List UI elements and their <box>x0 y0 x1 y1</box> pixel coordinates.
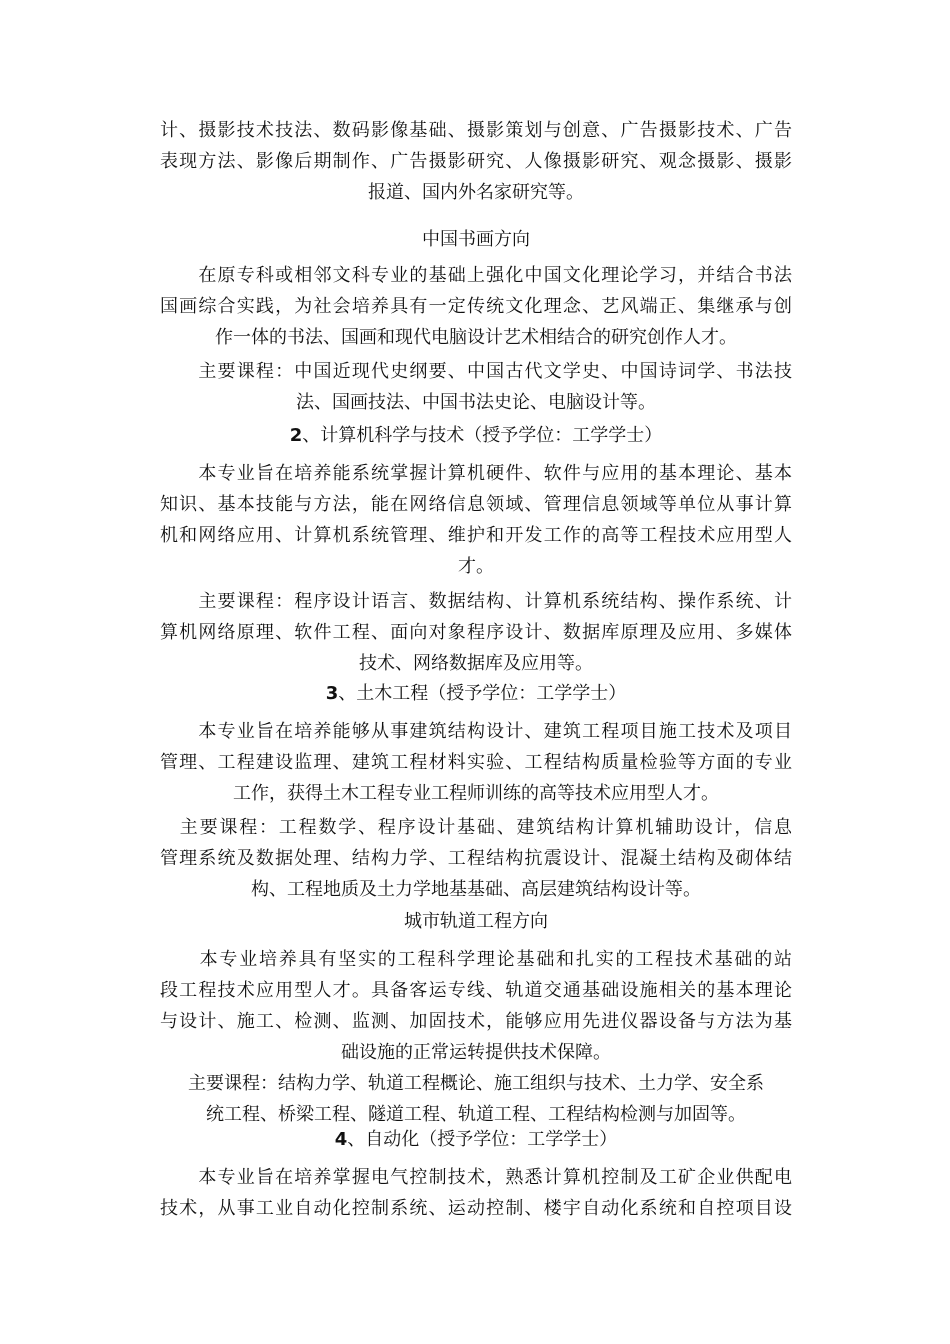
paragraph-civil-engineering-courses <box>160 812 792 905</box>
text-line: 知识、基本技能与方法，能在网络信息领域、管理信息领域等单位从事计算 <box>160 494 792 515</box>
paragraph-civil-engineering-intro <box>160 716 792 809</box>
section-title: 、土木工程（授予学位：工学学士） <box>338 683 627 704</box>
section-number: 3 <box>325 683 339 704</box>
text-line: 计、摄影技术技法、数码影像基础、摄影策划与创意、广告摄影技术、广告 <box>160 120 792 141</box>
paragraph-photography-courses <box>160 115 792 208</box>
text-line: 作一体的书法、国画和现代电脑设计艺术相结合的研究创作人才。 <box>215 327 737 348</box>
text-line: 构、工程地质及土力学地基基础、高层建筑结构设计等。 <box>251 879 701 900</box>
text-line: 主要课程：结构力学、轨道工程概论、施工组织与技术、土力学、安全系 <box>188 1073 764 1094</box>
text-line: 工作，获得土木工程专业工程师训练的高等技术应用型人才。 <box>233 783 719 804</box>
paragraph-computer-science-intro <box>160 458 792 582</box>
paragraph-chinese-painting-intro <box>160 260 792 353</box>
text-line: 机和网络应用、计算机系统管理、维护和开发工作的高等工程技术应用型人 <box>160 525 792 546</box>
paragraph-chinese-painting-courses <box>160 356 792 418</box>
paragraph-computer-science-courses <box>160 586 792 679</box>
text-line: 主要课程：中国近现代史纲要、中国古代文学史、中国诗词学、书法技 <box>160 361 792 382</box>
section-number: 2 <box>289 425 303 446</box>
text-line: 主要课程：程序设计语言、数据结构、计算机系统结构、操作系统、计 <box>160 591 792 612</box>
text-line: 与设计、施工、检测、监测、加固技术，能够应用先进仪器设备与方法为基 <box>160 1011 792 1032</box>
text-line: 算机网络原理、软件工程、面向对象程序设计、数据库原理及应用、多媒体 <box>160 622 792 643</box>
section-number: 4 <box>334 1129 348 1150</box>
text-line: 在原专科或相邻文科专业的基础上强化中国文化理论学习，并结合书法 <box>160 265 792 286</box>
text-line: 表现方法、影像后期制作、广告摄影研究、人像摄影研究、观念摄影、摄影 <box>160 151 792 172</box>
text-line: 技术，从事工业自动化控制系统、运动控制、楼宇自动化系统和自控项目设 <box>160 1198 792 1219</box>
text-line: 本专业旨在培养能系统掌握计算机硬件、软件与应用的基本理论、基本 <box>160 463 792 484</box>
text-line: 本专业培养具有坚实的工程科学理论基础和扎实的工程技术基础的站 <box>160 949 792 970</box>
text-line: 管理、工程建设监理、建筑工程材料实验、工程结构质量检验等方面的专业 <box>160 752 792 773</box>
text-line: 本专业旨在培养掌握电气控制技术，熟悉计算机控制及工矿企业供配电 <box>160 1167 792 1188</box>
text-line: 法、国画技法、中国书法史论、电脑设计等。 <box>296 392 656 413</box>
section-title: 、计算机科学与技术（授予学位：工学学士） <box>302 425 663 446</box>
text-line: 本专业旨在培养能够从事建筑结构设计、建筑工程项目施工技术及项目 <box>160 721 792 742</box>
text-line: 础设施的正常运转提供技术保障。 <box>341 1042 611 1063</box>
paragraph-automation-intro <box>160 1162 792 1224</box>
text-line: 统工程、桥梁工程、隧道工程、轨道工程、工程结构检测与加固等。 <box>206 1104 746 1125</box>
section-title: 、自动化（授予学位：工学学士） <box>347 1129 618 1150</box>
section-heading-computer-science <box>160 420 792 451</box>
text-line: 管理系统及数据处理、结构力学、工程结构抗震设计、混凝土结构及砌体结 <box>160 848 792 869</box>
section-title-urban-rail: 城市轨道工程方向 <box>404 911 548 932</box>
text-line: 报道、国内外名家研究等。 <box>368 182 584 203</box>
section-heading-automation <box>160 1124 792 1155</box>
text-line: 才。 <box>458 556 494 577</box>
text-line: 技术、网络数据库及应用等。 <box>359 653 593 674</box>
text-line: 段工程技术应用型人才。具备客运专线、轨道交通基础设施相关的基本理论 <box>160 980 792 1001</box>
section-heading-civil-engineering <box>160 678 792 709</box>
text-line: 国画综合实践，为社会培养具有一定传统文化理念、艺风端正、集继承与创 <box>160 296 792 317</box>
section-title-chinese-painting: 中国书画方向 <box>422 229 530 250</box>
text-line: 主要课程：工程数学、程序设计基础、建筑结构计算机辅助设计，信息 <box>160 817 792 838</box>
paragraph-urban-rail <box>160 944 792 1130</box>
